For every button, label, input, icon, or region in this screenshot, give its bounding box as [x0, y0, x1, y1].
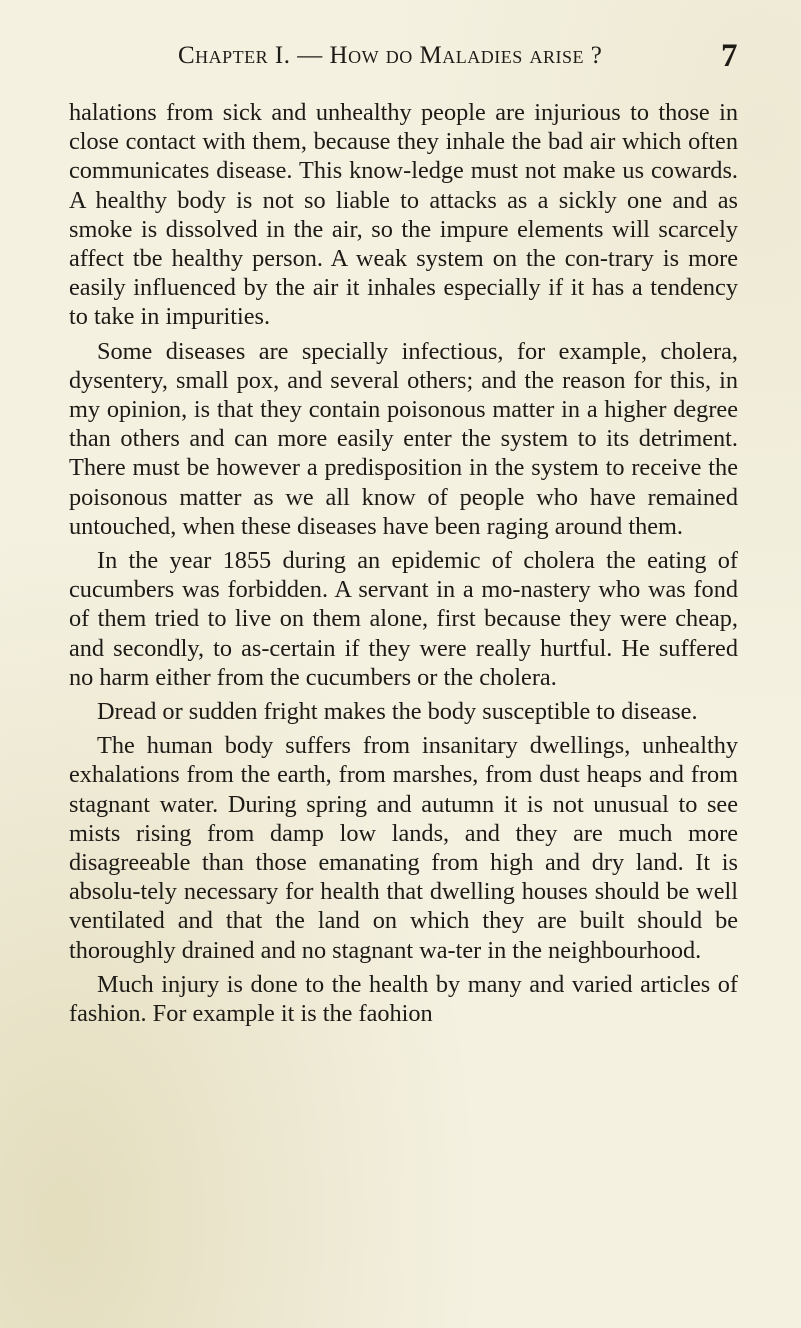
- running-head: [178, 38, 738, 74]
- body-text: [69, 98, 738, 1033]
- paragraph: Some diseases are specially infectious, for example, cholera, dysentery, small pox, and several others; and the reason for this, in my opinion, is that they contain poisonous matter in a higher degree than others and can more easily enter the system to its detriment. There must be however a predisposition in the system to receive the poisonous matter as we all know of people who have remained untouched, when these diseases have been raging around them.: [69, 337, 738, 540]
- chapter-title: How do Maladies arise ?: [329, 42, 603, 69]
- chapter-label: Chapter I.: [178, 42, 291, 69]
- paragraph: In the year 1855 during an epidemic of cholera the eating of cucumbers was forbidden. A servant in a mo-nastery who was fond of them tried to live on them alone, first because they were cheap, and secondly, to as-certain if they were really hurtful. He suffered no harm either from the cucumbers or the cholera.: [69, 547, 738, 691]
- paragraph: Much injury is done to the health by many and varied articles of fashion. For example it is the faohion: [69, 970, 738, 1028]
- paragraph: The human body suffers from insanitary dwellings, unhealthy exhalations from the earth, from marshes, from dust heaps and from stagnant water. During spring and autumn it is not unusual to see mists rising from damp low lands, and they are much more disagreeable than those emanating from high and dry land. It is absolu-tely necessary for health that dwelling houses should be well ventilated and that the land on which they are built should be thoroughly drained and no stagnant wa-ter in the neighbourhood.: [69, 732, 738, 964]
- paragraph: Dread or sudden fright makes the body susceptible to disease.: [97, 698, 698, 726]
- page-number: 7: [721, 38, 738, 74]
- head-separator: —: [297, 42, 323, 69]
- running-head-text: [178, 42, 602, 70]
- paragraph-continued: halations from sick and unhealthy people are injurious to those in close contact with them, because they inhale the bad air which often communicates disease. This know-ledge must not make us cowards. A healthy body is not so liable to attacks as a sickly one and as smoke is dissolved in the air, so the impure elements will scarcely affect tbe healthy person. A weak system on the con-trary is more easily influenced by the air it inhales especially if it has a tendency to take in impurities.: [69, 99, 738, 331]
